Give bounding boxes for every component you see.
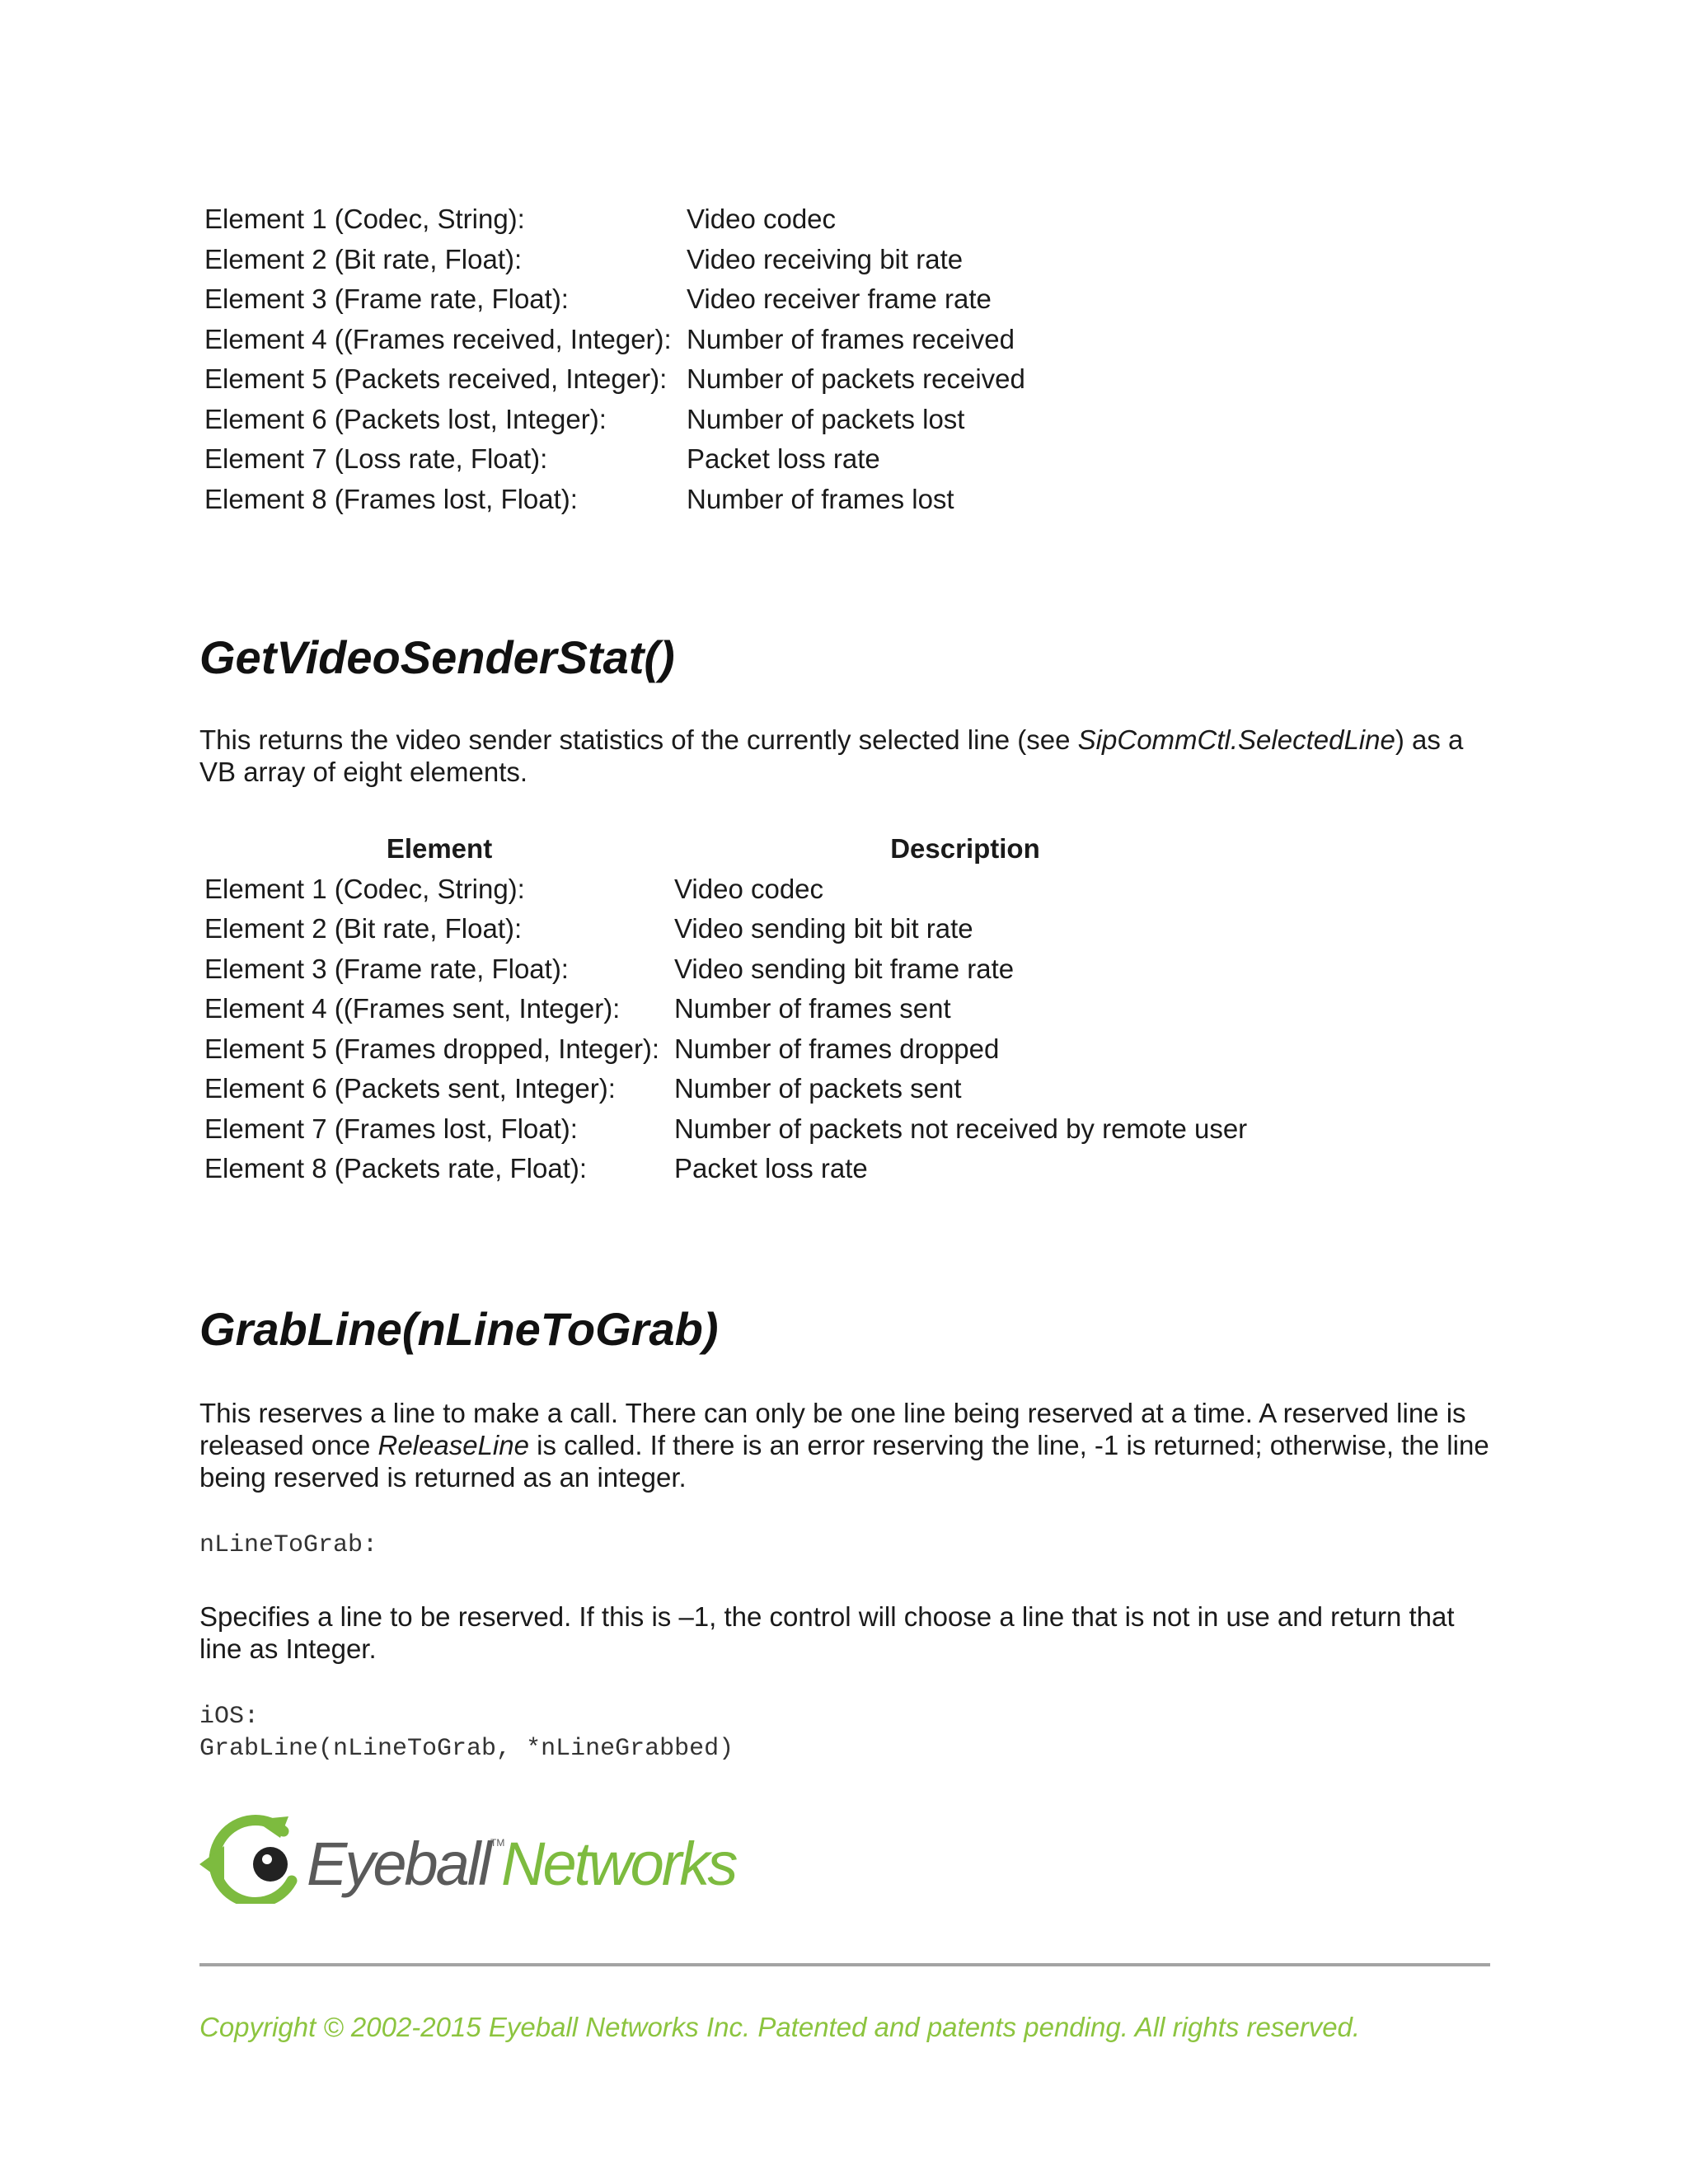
intro-text: ) as a VB array of eight elements. — [199, 724, 1464, 787]
element-cell: Element 7 (Loss rate, Float): — [204, 443, 548, 474]
table-row — [204, 439, 1025, 480]
description-cell: Packet loss rate — [687, 443, 880, 474]
description-cell: Video receiving bit rate — [687, 243, 964, 274]
receiver-stats-table — [204, 199, 1025, 519]
table-row — [204, 949, 1256, 990]
description-cell: Number of frames sent — [674, 993, 951, 1024]
element-cell: Element 3 (Frame rate, Float): — [204, 953, 569, 984]
description-cell: Video codec — [687, 204, 837, 234]
description-cell: Number of packets received — [687, 363, 1025, 394]
description-cell: Video receiver frame rate — [687, 284, 992, 314]
element-cell: Element 1 (Codec, String): — [204, 204, 525, 234]
table-row — [204, 320, 1025, 360]
description-column-header: Description — [890, 833, 1040, 864]
table-row — [204, 359, 1025, 400]
table-row — [204, 1029, 1256, 1070]
element-column-header: Element — [386, 833, 493, 864]
sender-section-intro — [199, 724, 1493, 788]
table-row — [204, 480, 1025, 520]
intro-text: This reserves a line to make a call. There can only be one line being reserved at a time. A reserved line is released once — [199, 1398, 1466, 1460]
intro-text: is called. If there is an error reserving the line, -1 is returned; otherwise, the line being reserved is returned as an integer. — [199, 1430, 1489, 1493]
description-cell: Number of frames received — [687, 323, 1015, 354]
grabline-section-intro — [199, 1397, 1493, 1493]
sender-section-heading: GetVideoSenderStat() — [199, 631, 675, 683]
ios-signature: GrabLine(nLineToGrab, *nLineGrabbed) — [199, 1735, 734, 1763]
logo-eyeball-text: Eyeball — [307, 1830, 490, 1898]
document-page — [199, 0, 1489, 2184]
element-cell: Element 5 (Packets received, Integer): — [204, 363, 668, 394]
table-row — [204, 1069, 1256, 1109]
description-cell: Number of frames lost — [687, 483, 954, 514]
table-row — [204, 1109, 1256, 1150]
table-header-row — [204, 829, 1256, 869]
grabline-section-heading: GrabLine(nLineToGrab) — [199, 1303, 719, 1355]
eyeball-icon — [199, 1816, 292, 1903]
parameter-description: Specifies a line to be reserved. If this is –1, the control will choose a line that is not in use and return that line as Integer. — [199, 1601, 1455, 1664]
element-cell: Element 1 (Codec, String): — [204, 873, 525, 904]
table-row — [204, 989, 1256, 1029]
element-cell: Element 6 (Packets sent, Integer): — [204, 1073, 616, 1104]
element-cell: Element 8 (Frames lost, Float): — [204, 483, 578, 514]
element-cell: Element 4 ((Frames received, Integer): — [204, 323, 672, 354]
ios-label: iOS: — [199, 1703, 260, 1731]
description-cell: Number of frames dropped — [674, 1033, 1000, 1064]
table-row — [204, 1149, 1256, 1189]
footer-divider — [199, 1963, 1490, 1966]
element-cell: Element 5 (Frames dropped, Integer): — [204, 1033, 660, 1064]
logo-trademark: TM — [490, 1837, 505, 1849]
element-cell: Element 4 ((Frames sent, Integer): — [204, 993, 621, 1024]
element-cell: Element 3 (Frame rate, Float): — [204, 284, 569, 314]
logo-networks-text: Networks — [501, 1830, 736, 1898]
table-row — [204, 909, 1256, 949]
element-cell: Element 8 (Packets rate, Float): — [204, 1153, 588, 1183]
intro-text: This returns the video sender statistics of the currently selected line (see — [199, 724, 1078, 755]
element-cell: Element 2 (Bit rate, Float): — [204, 243, 523, 274]
selected-line-reference: SipCommCtl.SelectedLine — [1077, 724, 1395, 755]
table-row — [204, 199, 1025, 240]
table-row — [204, 400, 1025, 440]
copyright-notice: Copyright © 2002-2015 Eyeball Networks Inc. Patented and patents pending. All rights reserved. — [199, 2012, 1361, 2042]
description-cell: Number of packets not received by remote user — [674, 1113, 1248, 1144]
description-cell: Number of packets lost — [687, 403, 965, 434]
element-cell: Element 2 (Bit rate, Float): — [204, 913, 523, 944]
element-cell: Element 7 (Frames lost, Float): — [204, 1113, 578, 1144]
parameter-name: nLineToGrab: — [199, 1531, 378, 1559]
description-cell: Packet loss rate — [674, 1153, 868, 1183]
description-cell: Video codec — [674, 873, 824, 904]
table-row — [204, 240, 1025, 280]
table-row — [204, 869, 1256, 910]
release-line-reference: ReleaseLine — [377, 1430, 529, 1460]
sender-stats-table — [204, 829, 1256, 1189]
description-cell: Number of packets sent — [674, 1073, 962, 1104]
description-cell: Video sending bit bit rate — [674, 913, 973, 944]
description-cell: Video sending bit frame rate — [674, 953, 1015, 984]
eyeball-networks-logo — [199, 1813, 776, 1904]
element-cell: Element 6 (Packets lost, Integer): — [204, 403, 607, 434]
table-row — [204, 279, 1025, 320]
